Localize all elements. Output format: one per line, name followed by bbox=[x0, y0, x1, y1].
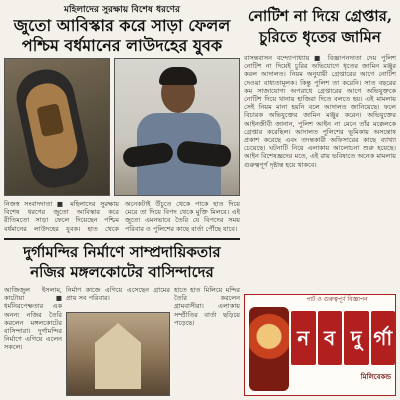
temple-story-body-left: আজিজুল ইসলাম, কাটোয়া ■ ধর্মনিরপেক্ষতার এক অনন্য নজির তৈরি করলেন মঙ্গলকোটের বাসিন্দারা। দুর্গামন্দির নির্মাণে এগিয়ে এলেন সকলে। bbox=[4, 286, 62, 352]
person-hair bbox=[159, 67, 197, 85]
shoe-image bbox=[11, 64, 92, 191]
temple-headline-line-1: দুর্গামন্দির নির্মাণে সাম্প্রদায়িকতার bbox=[23, 243, 221, 261]
temple-story-body-mid: নির্মাণ কাজে এগিয়ে এসেছেন গ্রামের প্রায় সব পরিবার। bbox=[66, 286, 170, 303]
shoe-photo bbox=[4, 58, 110, 196]
temple-story-headline[interactable] bbox=[4, 242, 240, 282]
navadurga-advertisement[interactable] bbox=[244, 294, 396, 396]
ad-title-char-2: ব bbox=[318, 311, 343, 365]
temple-story bbox=[4, 286, 240, 396]
ad-title-char-3: দু bbox=[344, 311, 369, 365]
temple-story-body-right: হাতে হাত মিলিয়ে মন্দির তৈরি করলেন গ্রামবাসীরা। এলাকায় সম্প্রীতির বার্তা ছড়িয়ে পড়েছে। bbox=[174, 286, 240, 327]
right-column bbox=[244, 4, 396, 396]
arrest-headline-line-1: নোটিশ না দিয়ে গ্রেপ্তার, bbox=[247, 7, 393, 25]
shoe-story-headline[interactable] bbox=[4, 16, 240, 56]
shoe-story-kicker: মহিলাদের সুরক্ষায় বিশেষ ধরণের bbox=[64, 5, 180, 15]
arrest-story-headline[interactable] bbox=[244, 4, 396, 48]
goddess-image bbox=[249, 307, 289, 391]
ad-top-line: পার্ট ও গুরুত্বপূর্ণ বিজ্ঞাপন bbox=[306, 296, 368, 303]
arrest-story-body: বাসন্তবাসন বন্দ্যোপাধ্যায় ■ বিজ্ঞাপনদাতা দেয় পুলিশ নোটিশ না দিয়েই চুরির অভিযোগে ধৃতের জামিন মঞ্জুর করল আদালত। নিয়ম অনুযায়ী গ্রেপ্তারের আগে নোটিশ দেওয়া বাধ্যতামূলক। কিন্তু পুলিশ তা করেনি। সাত বছরের কম সাজাযোগ্য অপরাধে গ্রেপ্তারের আগে অভিযুক্তকে নোটিশ দিয়ে থানায় হাজিরা দিতে বলতে হয়। এই মামলায় সেই নিয়ম মানা হয়নি বলে আদালত জানিয়েছে। ফলে বিচারক অভিযুক্তের জামিন মঞ্জুর করেন। অভিযুক্তের আইনজীবী জানান, পুলিশ আইন না মেনে তাঁর মক্কেলকে গ্রেপ্তার করেছিল। আদালত পুলিশের ভূমিকায় অসন্তোষ প্রকাশ করেছে এবং তদন্তকারী অফিসারের কাছে ব্যাখ্যা চেয়েছে। ঘটনাটি নিয়ে এলাকায় আলোচনা শুরু হয়েছে। আইন বিশেষজ্ঞদের মতে, এই রায় ভবিষ্যতে অনেক মামলায় গুরুত্বপূর্ণ দৃষ্টান্ত হয়ে থাকবে। bbox=[244, 54, 396, 169]
arrest-headline-line-2: চুরিতে ধৃতের জামিন bbox=[259, 28, 381, 46]
temple-headline-line-2: নজির মঙ্গলকোটের বাসিন্দাদের bbox=[30, 263, 214, 281]
temple-photo bbox=[66, 312, 170, 396]
ad-footer: মিলিবেকন্ড bbox=[360, 372, 391, 381]
inventor-photo bbox=[114, 58, 240, 196]
ad-title-char-1: ন bbox=[291, 311, 316, 365]
shoe-story-photos bbox=[4, 58, 240, 196]
ad-title bbox=[291, 311, 395, 365]
shoe-headline-line-1: জুতো আবিস্কার করে সাড়া ফেলল bbox=[13, 16, 231, 35]
section-divider bbox=[4, 238, 240, 240]
left-column bbox=[4, 4, 240, 396]
ad-title-char-4: র্গা bbox=[371, 311, 396, 365]
shoe-story-body: নিজস্ব সংবাদদাতা ■ মহিলাদের সুরক্ষায় বিশেষ ধরণের জুতো আবিস্কার করে রীতিমতো সাড়া ফেলে দিয়েছেন পশ্চিম বর্ধমানের লাউদহের যুবক। হাত থেকে অনেকটাই উঁচুতে থেকে পাকে হাত দিয়ে মেরে তা দিয়ে বিপদ থেকে মুক্তি মিলবে। এই জুতো এমনভাবে তৈরি যে বিপদের সময় পরিবার ও পুলিশের কাছে বার্তা পৌঁছে যাবে। bbox=[4, 200, 240, 233]
shoe-headline-line-2: পশ্চিম বর্ধমানের লাউদহের যুবক bbox=[21, 36, 223, 55]
